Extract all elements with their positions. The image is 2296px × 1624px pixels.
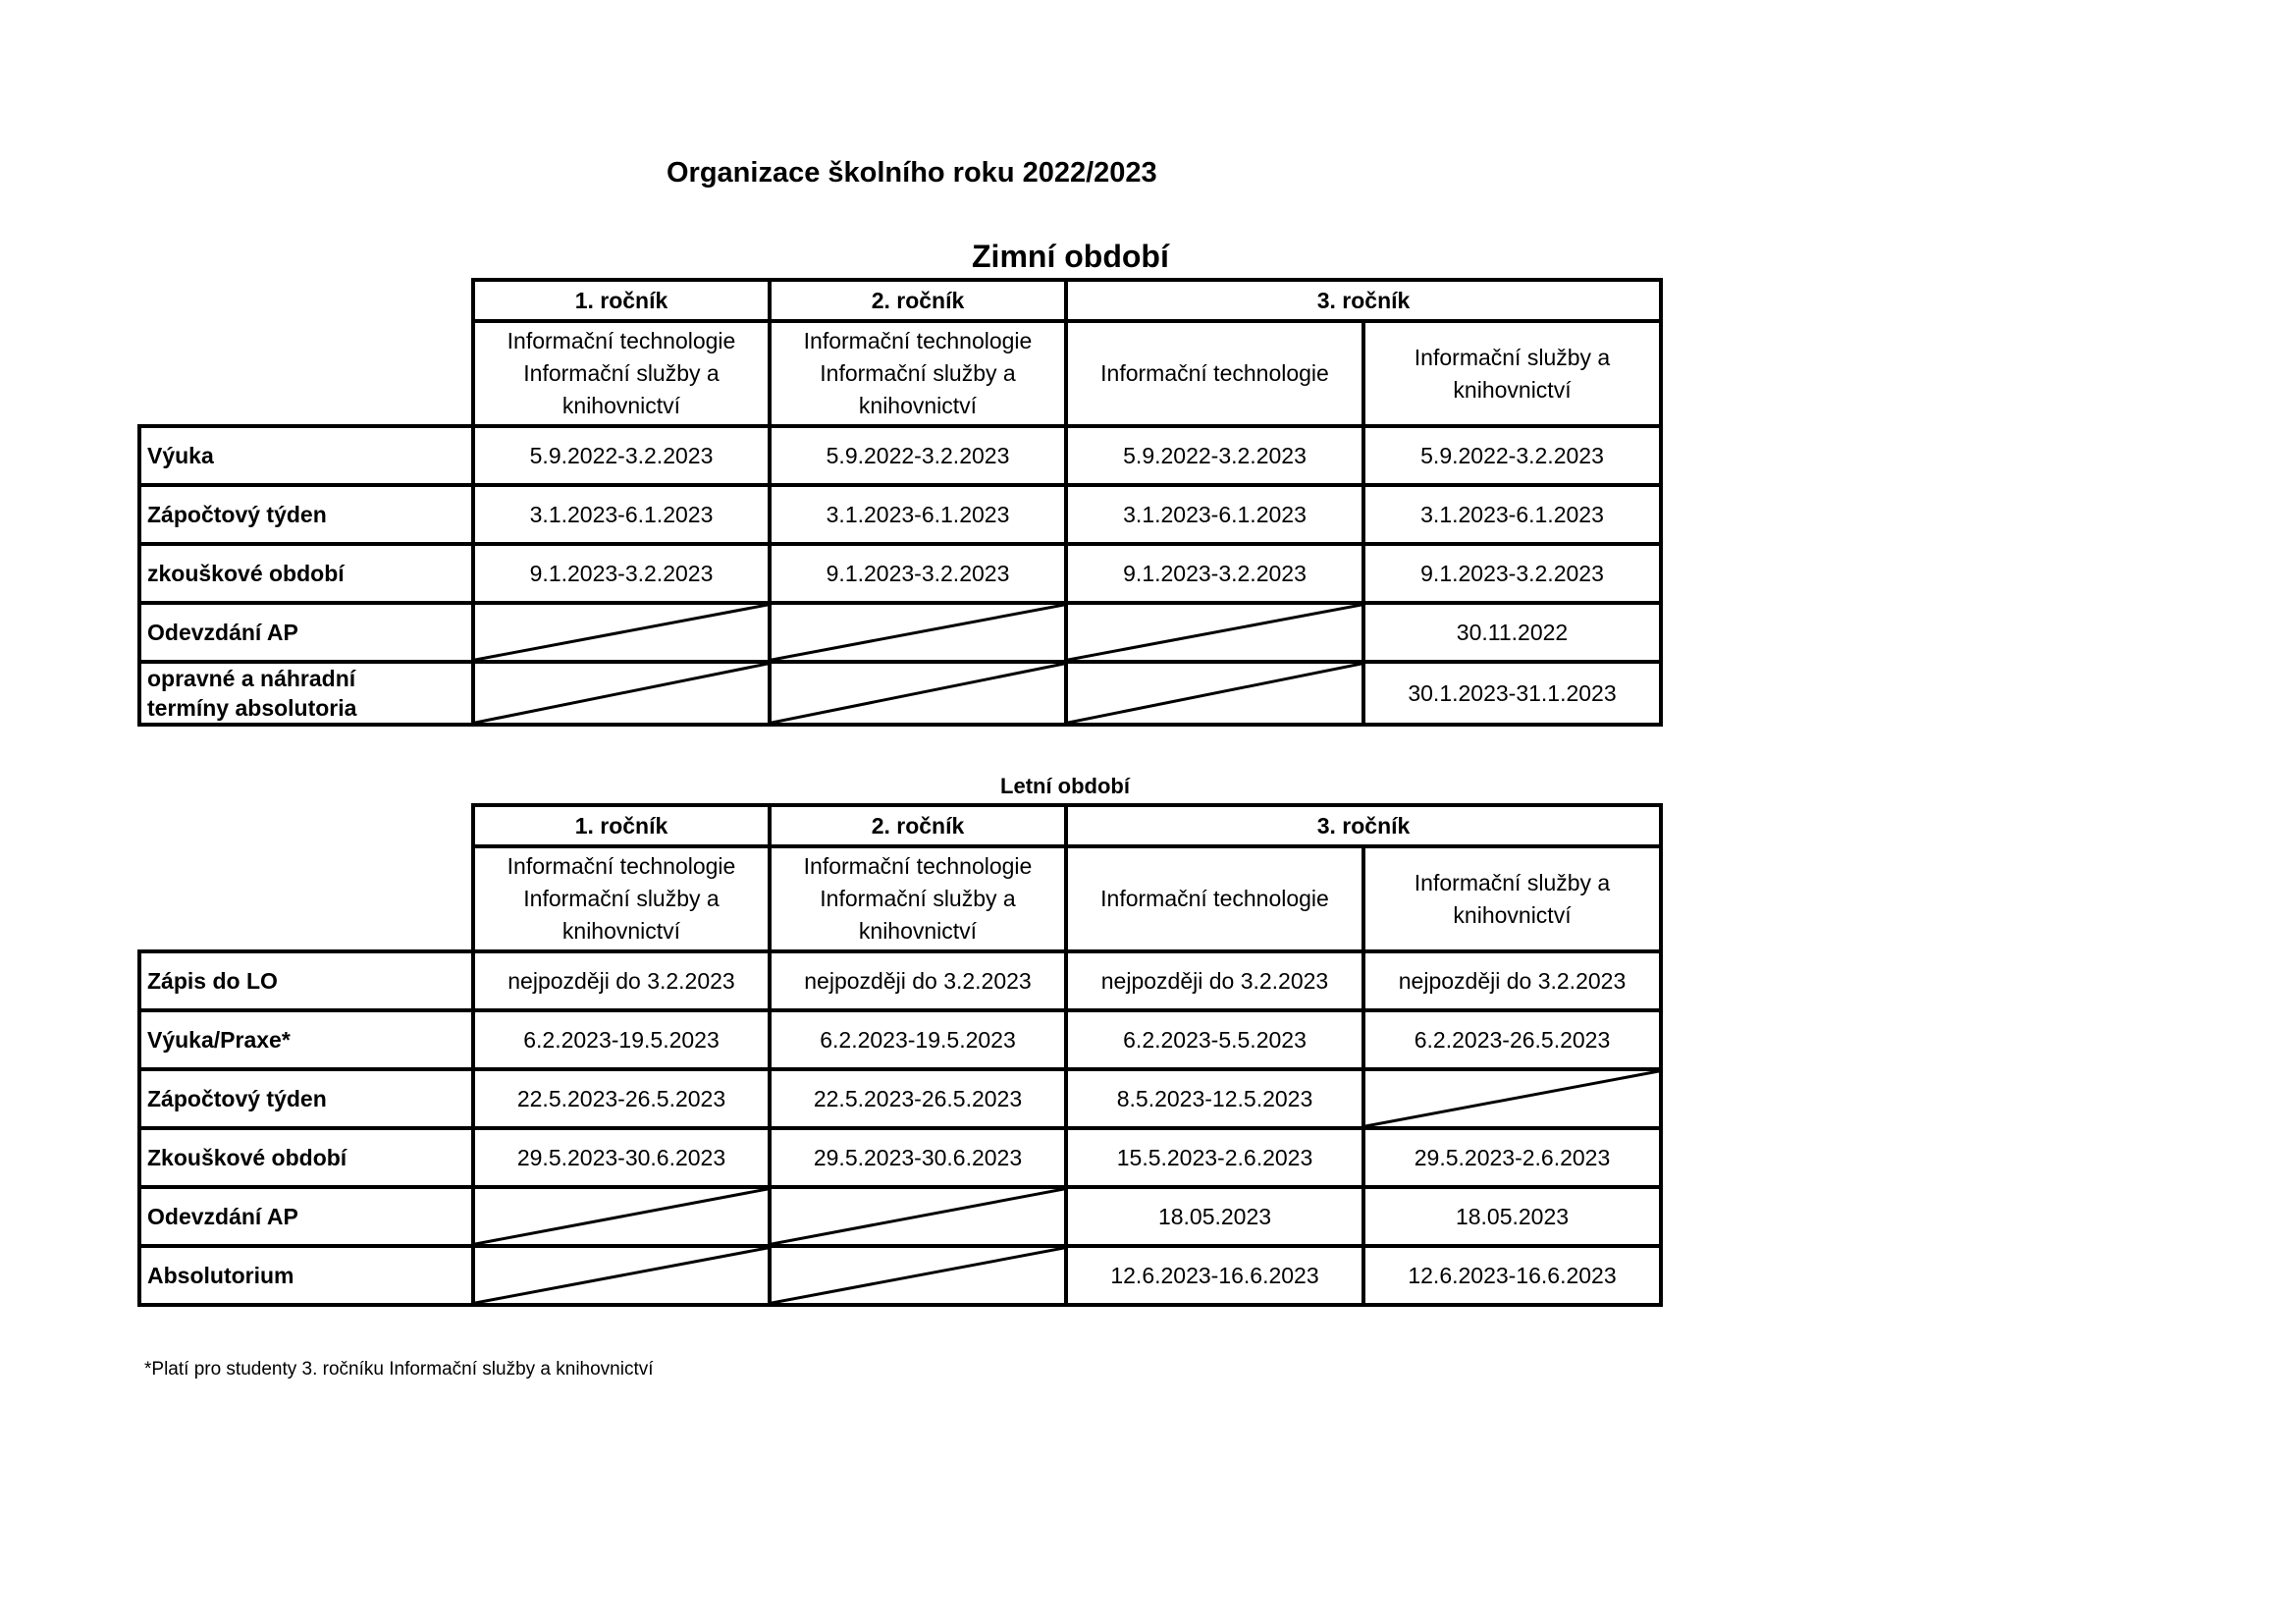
- date-cell: 6.2.2023-19.5.2023: [770, 1010, 1066, 1069]
- row-label: Výuka/Praxe*: [139, 1010, 473, 1069]
- summer-heading: Letní období: [1000, 774, 1130, 798]
- date-cell: nejpozději do 3.2.2023: [770, 951, 1066, 1010]
- row-label: Zápočtový týden: [139, 485, 473, 544]
- summer-schedule-table: [137, 803, 1663, 1307]
- program-line: knihovnictví: [858, 918, 978, 944]
- date-cell: 9.1.2023-3.2.2023: [1066, 544, 1363, 603]
- table-corner: [139, 280, 473, 426]
- date-cell: nejpozději do 3.2.2023: [473, 951, 770, 1010]
- date-cell: 9.1.2023-3.2.2023: [770, 544, 1066, 603]
- program-line: Informační služby a: [1414, 344, 1611, 370]
- not-applicable-cell: [1066, 603, 1363, 662]
- summer-year-header-row: [139, 805, 1661, 846]
- winter-program-cell: [1363, 321, 1661, 426]
- table-row: [139, 1246, 1661, 1305]
- not-applicable-cell: [473, 603, 770, 662]
- program-line: knihovnictví: [561, 393, 681, 418]
- winter-year-1: 1. ročník: [473, 280, 770, 321]
- not-applicable-cell: [770, 603, 1066, 662]
- program-line: Informační služby a: [523, 360, 720, 386]
- table-row: [139, 1187, 1661, 1246]
- program-line: Informační technologie: [507, 853, 736, 879]
- not-applicable-cell: [770, 1187, 1066, 1246]
- date-cell: 12.6.2023-16.6.2023: [1066, 1246, 1363, 1305]
- date-cell: 9.1.2023-3.2.2023: [1363, 544, 1661, 603]
- date-cell: 22.5.2023-26.5.2023: [473, 1069, 770, 1128]
- program-line: Informační technologie: [803, 853, 1033, 879]
- row-label: Výuka: [139, 426, 473, 485]
- row-label: zkouškové období: [139, 544, 473, 603]
- row-label: Zkouškové období: [139, 1128, 473, 1187]
- program-line: Informační služby a: [523, 886, 720, 911]
- not-applicable-cell: [473, 1246, 770, 1305]
- row-label: Absolutorium: [139, 1246, 473, 1305]
- program-line: Informační služby a: [1414, 869, 1611, 895]
- date-cell: 6.2.2023-5.5.2023: [1066, 1010, 1363, 1069]
- date-cell: 12.6.2023-16.6.2023: [1363, 1246, 1661, 1305]
- program-line: Informační technologie: [803, 328, 1033, 353]
- table-row: [139, 951, 1661, 1010]
- date-cell: 5.9.2022-3.2.2023: [1363, 426, 1661, 485]
- date-cell: 5.9.2022-3.2.2023: [1066, 426, 1363, 485]
- table-row: [139, 1128, 1661, 1187]
- summer-year-1: 1. ročník: [473, 805, 770, 846]
- summer-program-cell: [770, 846, 1066, 951]
- program-line: Informační technologie: [1100, 360, 1329, 386]
- summer-program-cell: [1363, 846, 1661, 951]
- row-label-line: termíny absolutoria: [147, 695, 357, 721]
- row-label: [139, 662, 473, 725]
- page-title: Organizace školního roku 2022/2023: [667, 157, 1157, 189]
- date-cell: 8.5.2023-12.5.2023: [1066, 1069, 1363, 1128]
- table-row: [139, 662, 1661, 725]
- table-row: [139, 485, 1661, 544]
- row-label-line: opravné a náhradní: [147, 666, 356, 691]
- date-cell: 15.5.2023-2.6.2023: [1066, 1128, 1363, 1187]
- date-cell: 30.1.2023-31.1.2023: [1363, 662, 1661, 725]
- not-applicable-cell: [1363, 1069, 1661, 1128]
- row-label: Odevzdání AP: [139, 1187, 473, 1246]
- date-cell: 3.1.2023-6.1.2023: [1066, 485, 1363, 544]
- winter-schedule-table: [137, 278, 1663, 727]
- table-row: [139, 1010, 1661, 1069]
- winter-heading: Zimní období: [972, 239, 1169, 274]
- date-cell: 9.1.2023-3.2.2023: [473, 544, 770, 603]
- footnote: *Platí pro studenty 3. ročníku Informační služby a knihovnictví: [144, 1359, 654, 1380]
- program-line: Informační služby a: [820, 886, 1016, 911]
- row-label: Zápis do LO: [139, 951, 473, 1010]
- winter-year-header-row: [139, 280, 1661, 321]
- table-row: [139, 544, 1661, 603]
- date-cell: 29.5.2023-30.6.2023: [770, 1128, 1066, 1187]
- not-applicable-cell: [770, 662, 1066, 725]
- summer-program-cell: [473, 846, 770, 951]
- summer-year-2: 2. ročník: [770, 805, 1066, 846]
- table-row: [139, 1069, 1661, 1128]
- date-cell: 6.2.2023-19.5.2023: [473, 1010, 770, 1069]
- winter-year-3: 3. ročník: [1066, 280, 1661, 321]
- date-cell: nejpozději do 3.2.2023: [1363, 951, 1661, 1010]
- table-row: [139, 426, 1661, 485]
- summer-program-cell: [1066, 846, 1363, 951]
- row-label: Odevzdání AP: [139, 603, 473, 662]
- date-cell: 3.1.2023-6.1.2023: [473, 485, 770, 544]
- program-line: Informační služby a: [820, 360, 1016, 386]
- winter-program-cell: [473, 321, 770, 426]
- date-cell: 3.1.2023-6.1.2023: [1363, 485, 1661, 544]
- table-corner: [139, 805, 473, 951]
- not-applicable-cell: [473, 1187, 770, 1246]
- winter-program-cell: [770, 321, 1066, 426]
- date-cell: 18.05.2023: [1066, 1187, 1363, 1246]
- date-cell: 6.2.2023-26.5.2023: [1363, 1010, 1661, 1069]
- date-cell: 5.9.2022-3.2.2023: [770, 426, 1066, 485]
- date-cell: 22.5.2023-26.5.2023: [770, 1069, 1066, 1128]
- winter-program-cell: [1066, 321, 1363, 426]
- table-row: [139, 603, 1661, 662]
- winter-year-2: 2. ročník: [770, 280, 1066, 321]
- date-cell: 30.11.2022: [1363, 603, 1661, 662]
- row-label: Zápočtový týden: [139, 1069, 473, 1128]
- date-cell: 3.1.2023-6.1.2023: [770, 485, 1066, 544]
- date-cell: 5.9.2022-3.2.2023: [473, 426, 770, 485]
- program-line: knihovnictví: [561, 918, 681, 944]
- not-applicable-cell: [770, 1246, 1066, 1305]
- program-line: knihovnictví: [858, 393, 978, 418]
- date-cell: nejpozději do 3.2.2023: [1066, 951, 1363, 1010]
- program-line: Informační technologie: [507, 328, 736, 353]
- program-line: Informační technologie: [1100, 886, 1329, 911]
- not-applicable-cell: [473, 662, 770, 725]
- date-cell: 29.5.2023-30.6.2023: [473, 1128, 770, 1187]
- date-cell: 29.5.2023-2.6.2023: [1363, 1128, 1661, 1187]
- program-line: knihovnictví: [1453, 901, 1572, 928]
- program-line: knihovnictví: [1453, 376, 1572, 403]
- not-applicable-cell: [1066, 662, 1363, 725]
- date-cell: 18.05.2023: [1363, 1187, 1661, 1246]
- summer-year-3: 3. ročník: [1066, 805, 1661, 846]
